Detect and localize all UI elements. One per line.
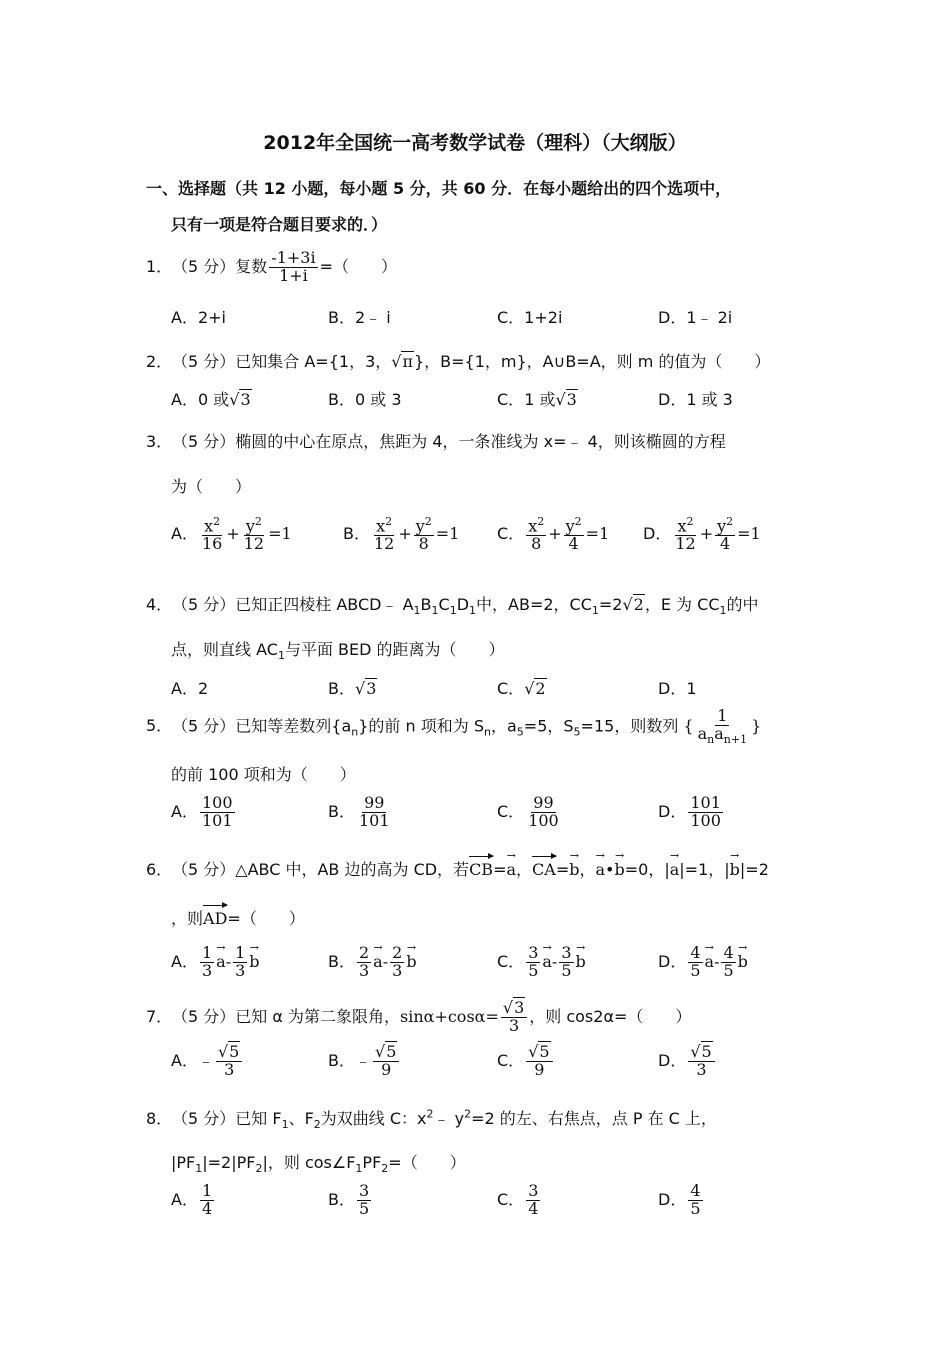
option: A． $\frac{1}{3}$ → a- $\frac{1}{3}$ → b (171, 945, 260, 980)
section-header-line1: 一、选择题（共 12 小题，每小题 5 分，共 60 分．在每小题给出的四个选项中， (146, 179, 732, 198)
question-8-line2: $|PF_1|=2|PF_2|$，则 $\cos\angle F_1PF_2=$（ ） (171, 1153, 466, 1176)
option: C． $\frac{3}{4}$ (497, 1181, 539, 1218)
option: A． $\frac{x^2}{16}$ + $\frac{y^2}{12}$ =1 (171, 515, 292, 554)
option: D． $\frac{√5}{3}$ (658, 1044, 717, 1079)
question-3: 3．（5 分）椭圆的中心在原点，焦距为 4，一条准线为 x=﹣ 4，则该椭圆的方程 (146, 432, 726, 451)
question-1: 1．（5 分）复数 $\frac{-1+3i}{1+i}$ =（ ） (146, 248, 397, 285)
question-4-line2: 点，则直线 $AC_1$与平面 BED 的距离为（ ） (171, 640, 505, 663)
option: B．﹣ $\frac{√5}{9}$ (328, 1044, 401, 1079)
option: C．1 或√3 (497, 390, 577, 409)
question-number: 1． (146, 256, 173, 276)
question-8: 8．（5 分）已知 $F_1$、$F_2$为双曲线 C：$x^2﹣$ $y^2=2$ 的左、右焦点，点 P 在 C 上， (146, 1107, 717, 1132)
question-7: 7．（5 分）已知 α 为第二象限角，sinα+cosα= $\frac{√3}{3}$ ，则 cos2α=（ ） (146, 998, 692, 1035)
option: C． $\frac{x^2}{8}$ + $\frac{y^2}{4}$ =1 (497, 515, 610, 554)
question-6: 6．（5 分）△ABC 中，AB 边的高为 CD，若 CB=→ a， CA=→ b，→ a•→ b=0，|→ a|=1，|→ b|=2 (146, 857, 769, 880)
option: D． $\frac{101}{100}$ (658, 793, 721, 830)
option: B．√3 (328, 679, 377, 698)
option: D．1﹣ 2i (658, 308, 733, 327)
question-4: 4．（5 分）已知正四棱柱 ABCD﹣ $A_1B_1C_1D_1$中，AB=2，$CC_1=2√2$，E 为 $CC_1$的中 (146, 595, 759, 618)
option: D．1 (658, 679, 697, 698)
section-header-line2: 只有一项是符合题目要求的．） (171, 215, 388, 234)
option: B． $\frac{3}{5}$ (328, 1181, 370, 1218)
question-5: 5．（5 分）已知等差数列$\{a_n\}$的前 n 项和为 $S_n$，$a_5=5$，$S_5=15$，则数列 { $\frac{1}{a_na_{n+1}}$ } (146, 706, 762, 746)
option: C． $\frac{99}{100}$ (497, 793, 559, 830)
option: D．1 或 3 (658, 390, 733, 409)
page-title: 2012年全国统一高考数学试卷（理科）（大纲版） (263, 132, 687, 154)
option: A．2 (171, 679, 209, 698)
option: D． $\frac{4}{5}$ (658, 1181, 701, 1218)
question-2: 2．（5 分）已知集合 A={1，3，√π}，B={1，m}，A∪B=A，则 m 的值为（ ） (146, 352, 771, 371)
option: C．√2 (497, 679, 546, 698)
option: C．1+2i (497, 308, 563, 327)
question-3-line2: 为（ ） (171, 477, 252, 496)
option: B． $\frac{2}{3}$ → a- $\frac{2}{3}$ → b (328, 945, 417, 980)
radical: √π (391, 352, 413, 371)
fraction: $\frac{-1+3i}{1+i}$ (271, 248, 316, 285)
option: C． $\frac{3}{5}$ → a- $\frac{3}{5}$ → b (497, 945, 586, 980)
option: A．2+i (171, 308, 226, 327)
option: D． $\frac{x^2}{12}$ + $\frac{y^2}{4}$ =1 (643, 515, 761, 554)
option: B．2﹣ i (328, 308, 391, 327)
option: A． $\frac{1}{4}$ (171, 1181, 213, 1218)
option: A．﹣ $\frac{√5}{3}$ (171, 1044, 244, 1079)
question-5-line2: 的前 100 项和为（ ） (171, 765, 356, 784)
option: B． $\frac{99}{101}$ (328, 793, 390, 830)
option: D． $\frac{4}{5}$ → a- $\frac{4}{5}$ → b (658, 945, 748, 980)
option: B．0 或 3 (328, 390, 402, 409)
option: C． $\frac{√5}{9}$ (497, 1044, 555, 1079)
option: A． $\frac{100}{101}$ (171, 793, 233, 830)
question-6-line2: ，则 AD=（ ） (171, 906, 305, 929)
option: B． $\frac{x^2}{12}$ + $\frac{y^2}{8}$ =1 (343, 515, 460, 554)
option: A．0 或√3 (171, 390, 251, 409)
